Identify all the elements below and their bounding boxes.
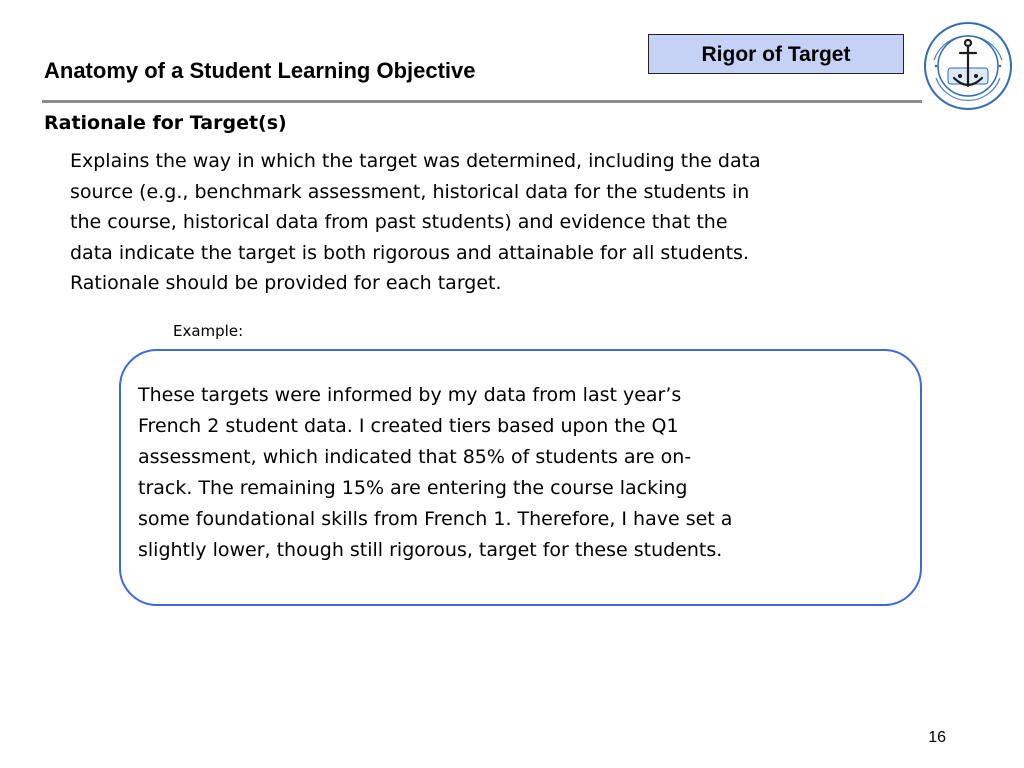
example-label: Example:	[173, 322, 244, 340]
seal-graphic	[922, 20, 1014, 112]
example-text: These targets were informed by my data from last year’s French 2 student data. I created tiers based upon the Q1 assessment, which indicated that 85% of students are on- track. The remaining 15% are entering the course lacking some foundational skills from French 1. Therefore, I have set a slightly lower, though still rigorous, target for these students.	[138, 384, 733, 561]
page-number: 16	[928, 729, 946, 746]
rationale-description: Explains the way in which the target was determined, including the data source (e.g., benchmark assessment, historical data for the students in the course, historical data from past students) and evidence that the data indicate the target is both rigorous and attainable for all students. Rationale should be provided for each target.	[70, 150, 761, 294]
title-divider	[42, 100, 922, 103]
anchor-seal-icon	[922, 20, 1014, 112]
rigor-of-target-badge: Rigor of Target	[648, 34, 904, 74]
section-heading: Rationale for Target(s)	[44, 112, 287, 134]
slide-title: Anatomy of a Student Learning Objective	[44, 58, 476, 83]
